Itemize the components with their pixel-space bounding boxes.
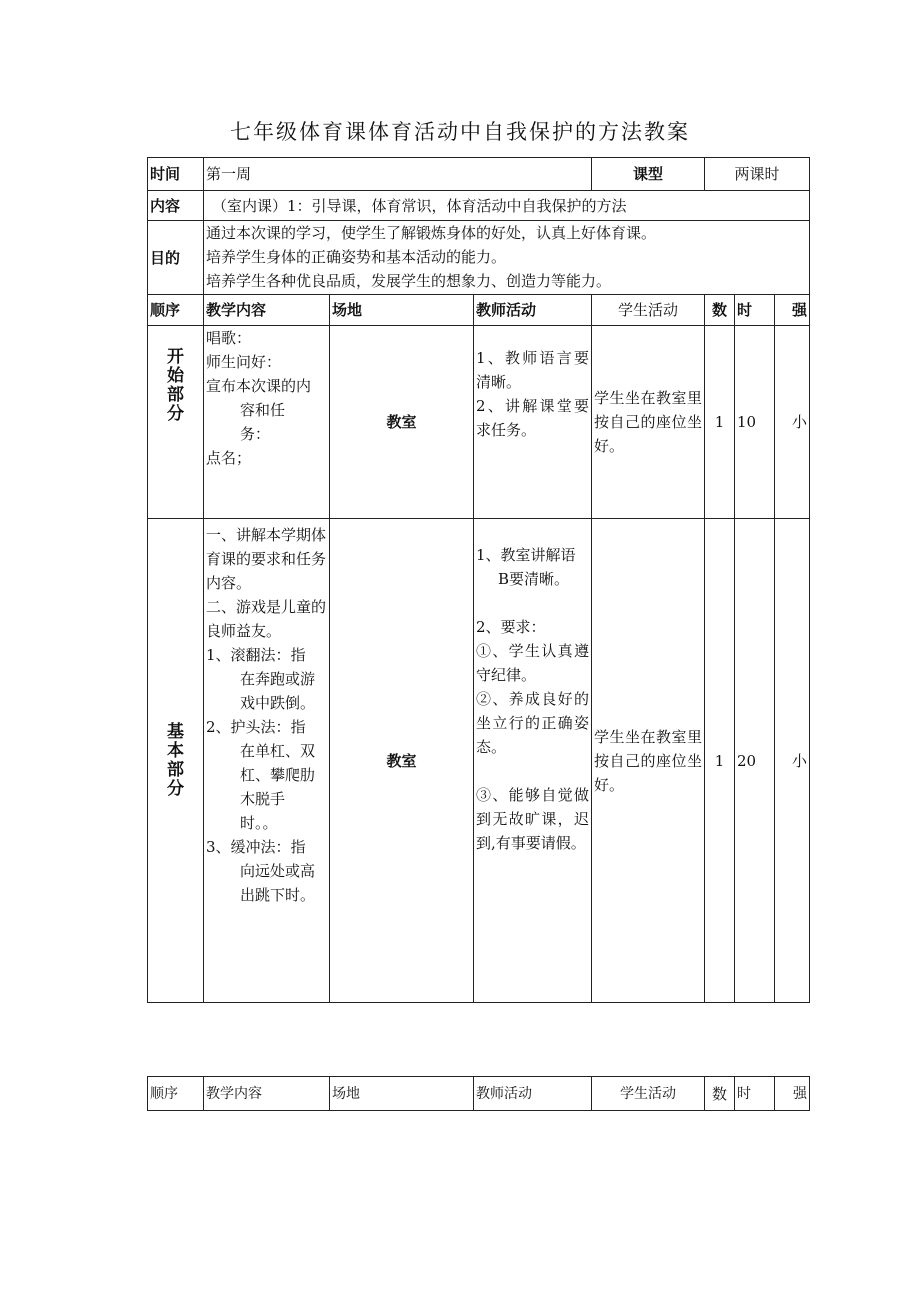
content-line: 宣布本次课的内 [206, 377, 312, 395]
section-count: 1 [705, 326, 735, 519]
section-minutes: 20 [735, 519, 775, 1003]
content-line: 戏中跌倒。 [240, 694, 316, 712]
section-minutes: 10 [735, 326, 775, 519]
header-time: 时 [735, 1077, 775, 1111]
section-intensity: 小 [775, 326, 810, 519]
section-name-char: 分 [167, 778, 184, 799]
lesson-type-label: 课型 [592, 158, 705, 191]
section-teacher [474, 326, 592, 519]
content-line: 二、游戏是儿童的良师益友。 [206, 598, 327, 640]
teacher-line: 2、讲解课堂要求任务。 [476, 397, 589, 439]
content-line: 2、护头法：指 [206, 718, 306, 736]
section-student: 学生坐在教室里按自己的座位坐好。 [592, 326, 705, 519]
content-row [148, 191, 810, 221]
goal-item: 培养学生身体的正确姿势和基本活动的能力。 [206, 248, 507, 266]
content-line: 一、讲解本学期体育课的要求和任务内容。 [206, 526, 327, 592]
content-line: 时。。 [240, 814, 278, 832]
content-line: 3、缓冲法：指 [206, 838, 306, 856]
section-name [148, 326, 204, 519]
section-name-char: 本 [167, 740, 184, 761]
document-title: 七年级体育课体育活动中自我保护的方法教案 [230, 120, 690, 144]
header-order: 顺序 [148, 295, 204, 326]
teacher-line: 1、教师语言要清晰。 [476, 349, 589, 391]
content-line: 杠、攀爬肋 [240, 766, 316, 784]
teacher-line: ②、养成良好的坐立行的正确姿态。 [476, 690, 589, 756]
section-row-start [148, 326, 810, 519]
section-content [204, 326, 330, 519]
content-line: 木脱手 [240, 790, 286, 808]
section-name-char: 始 [167, 366, 184, 386]
section-venue: 教室 [330, 326, 474, 519]
section-content [204, 519, 330, 1003]
content-line: 出跳下时。 [240, 886, 316, 904]
spacer [476, 759, 589, 783]
header-content: 教学内容 [204, 295, 330, 326]
goal-label: 目的 [148, 221, 204, 295]
header-count: 数 [705, 295, 735, 326]
time-value: 第一周 [204, 158, 592, 191]
section-name-char: 部 [167, 759, 184, 780]
section-intensity: 小 [775, 519, 810, 1003]
content-line: 唱歌： [206, 329, 252, 347]
header-content: 教学内容 [204, 1077, 330, 1111]
content-label: 内容 [148, 191, 204, 221]
section-name [148, 519, 204, 1003]
section-student: 学生坐在教室里按自己的座位坐好。 [592, 519, 705, 1003]
teacher-line: 2、要求： [476, 618, 546, 636]
header-teacher: 教师活动 [474, 295, 592, 326]
teacher-line: 1、教室讲解语 [476, 546, 576, 564]
section-name-char: 开 [167, 347, 184, 367]
header-count: 数 [705, 1077, 735, 1111]
goal-item: 培养学生各种优良品质，发展学生的想象力、创造力等能力。 [206, 272, 612, 290]
header-intensity: 强 [775, 1077, 810, 1111]
section-count: 1 [705, 519, 735, 1003]
header-order: 顺序 [148, 1077, 204, 1111]
time-label: 时间 [148, 158, 204, 191]
section-name-char: 部 [167, 385, 184, 405]
lesson-plan-table [147, 157, 810, 1003]
header-teacher: 教师活动 [474, 1077, 592, 1111]
header-row [148, 1077, 810, 1111]
goal-item: 通过本次课的学习，使学生了解锻炼身体的好处，认真上好体育课。 [206, 224, 657, 242]
section-name-char: 基 [167, 721, 184, 742]
teacher-line: ③、能够自觉做到无故旷课，迟到,有事要请假。 [476, 786, 589, 852]
spacer [476, 591, 589, 615]
content-line: 务： [240, 425, 271, 443]
teacher-line: ①、学生认真遵守纪律。 [476, 642, 589, 684]
content-line: 容和任 [240, 401, 286, 419]
content-line: 1、滚翻法：指 [206, 646, 306, 664]
teacher-line: B要清晰。 [498, 570, 570, 588]
section-venue: 教室 [330, 519, 474, 1003]
header-row [148, 295, 810, 326]
section-row-basic [148, 519, 810, 1003]
lesson-plan-table-continued [147, 1076, 810, 1111]
content-line: 师生问好： [206, 353, 282, 371]
content-line: 向远处或高 [240, 862, 316, 880]
section-teacher [474, 519, 592, 1003]
header-venue: 场地 [330, 1077, 474, 1111]
content-line: 点名； [206, 449, 252, 467]
lesson-type-value: 两课时 [705, 158, 810, 191]
goal-row [148, 221, 810, 295]
header-intensity: 强 [775, 295, 810, 326]
section-name-char: 分 [167, 404, 184, 424]
content-line: 在奔跑或游 [240, 670, 316, 688]
content-line: 在单杠、双 [240, 742, 316, 760]
time-row [148, 158, 810, 191]
header-time: 时 [735, 295, 775, 326]
header-student: 学生活动 [592, 1077, 705, 1111]
content-value: （室内课）1：引导课，体育常识，体育活动中自我保护的方法 [204, 191, 810, 221]
header-venue: 场地 [330, 295, 474, 326]
header-student: 学生活动 [592, 295, 705, 326]
goal-list [204, 221, 810, 295]
